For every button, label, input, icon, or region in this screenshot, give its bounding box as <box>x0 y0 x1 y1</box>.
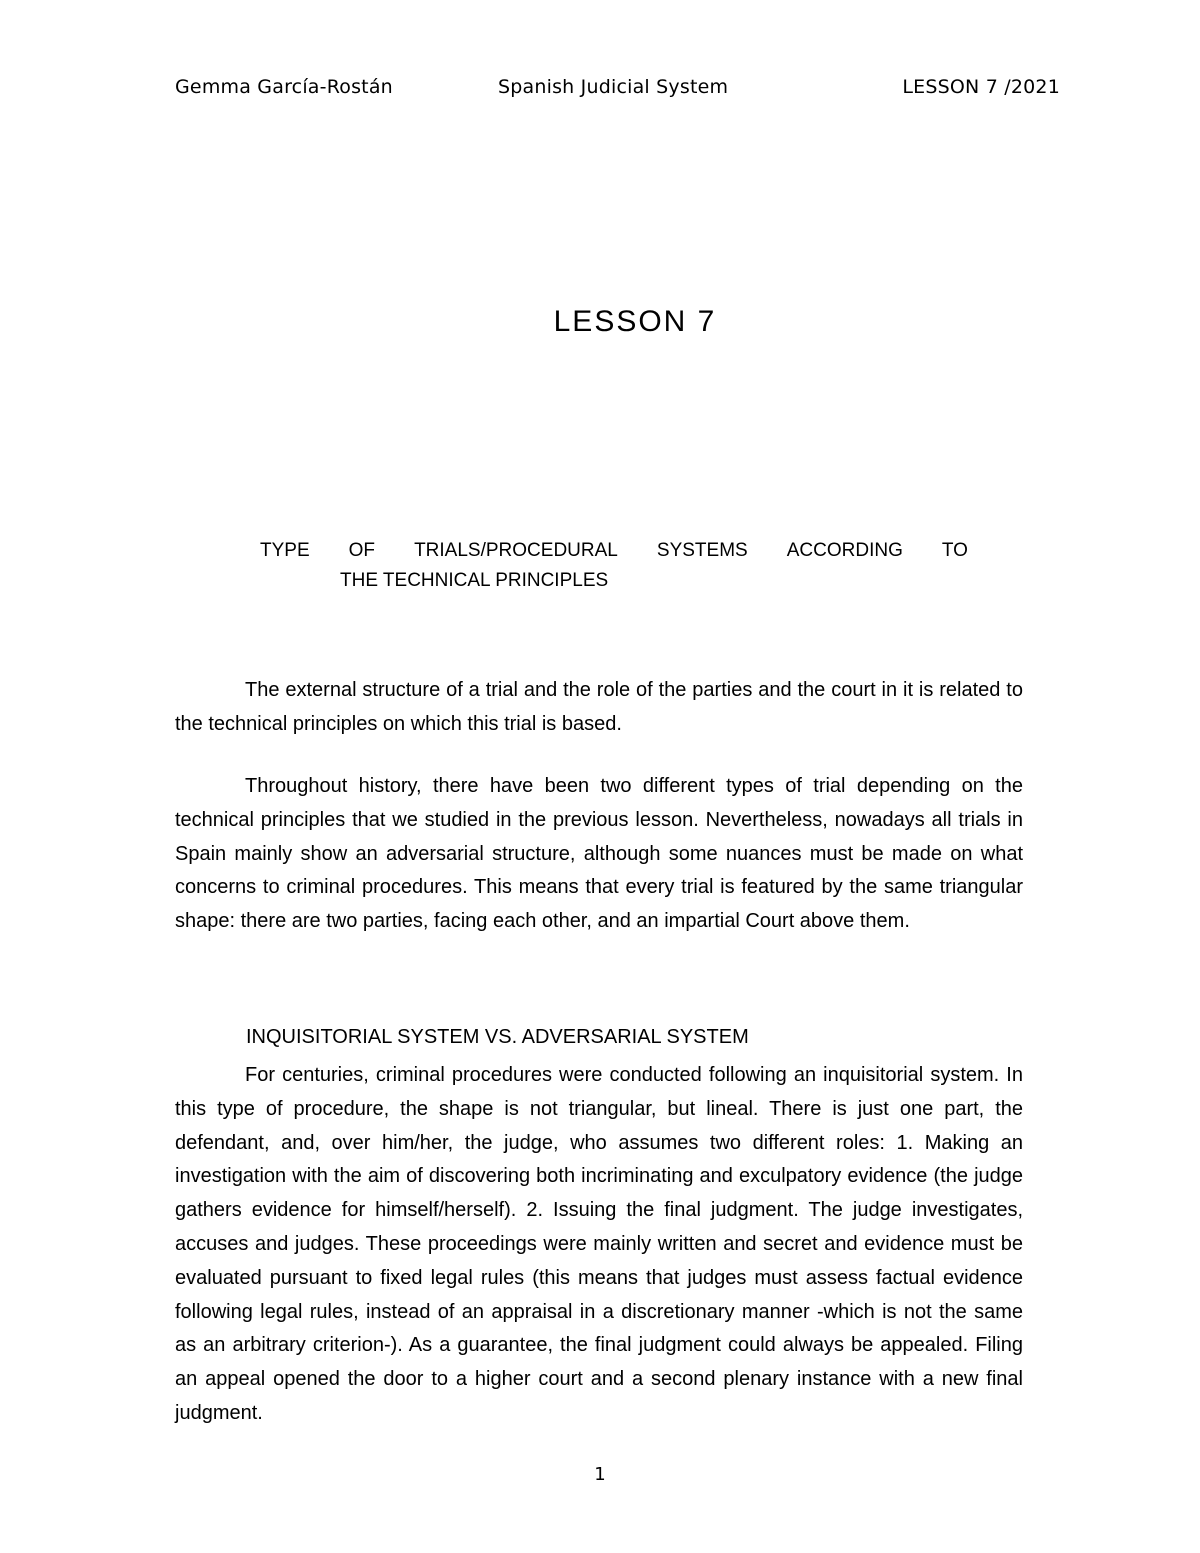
section-title-word: ACCORDING <box>786 540 903 561</box>
header-course: Spanish Judicial System <box>498 76 729 98</box>
section-title-line-2: THE TECHNICAL PRINCIPLES <box>340 570 609 591</box>
section-title-word: TRIALS/PROCEDURAL <box>414 540 618 561</box>
section-title-word: OF <box>348 540 376 561</box>
paragraph-history <box>175 770 1023 939</box>
section-title-word: TO <box>941 540 968 561</box>
section-title-word: TYPE <box>260 540 310 561</box>
paragraph-intro <box>175 674 1023 742</box>
subheading-inquisitorial-vs-adversarial: INQUISITORIAL SYSTEM VS. ADVERSARIAL SYSTEM <box>246 1026 749 1048</box>
paragraph-text: For centuries, criminal procedures were conducted following an inquisitorial system. In this type of procedure, the shape is not triangular, but lineal. There is just one part, the defendant, and, over him/her, the judge, who assumes two different roles: 1. Making an investigation with the aim of discovering both incriminating and exculpatory evidence (the judge gathers evidence for himself/herself). 2. Issuing the final judgment. The judge investigates, accuses and judges. These proceedings were mainly written and secret and evidence must be evaluated pursuant to fixed legal rules (this means that judges must assess factual evidence following legal rules, instead of an appraisal in a discretionary manner -which is not the same as an arbitrary criterion-). As a guarantee, the final judgment could always be appealed. Filing an appeal opened the door to a higher court and a second plenary instance with a new final judgment. <box>175 1064 1023 1424</box>
section-title-word: SYSTEMS <box>656 540 748 561</box>
paragraph-text: The external structure of a trial and the role of the parties and the court in it is related to the technical principles on which this trial is based. <box>175 679 1023 735</box>
header-lesson-ref: LESSON 7 /2021 <box>902 76 1060 98</box>
paragraph-text: Throughout history, there have been two different types of trial depending on the technical principles that we studied in the previous lesson. Nevertheless, nowadays all trials in Spain mainly show an adversarial structure, although some nuances must be made on what concerns to criminal procedures. This means that every trial is featured by the same triangular shape: there are two parties, facing each other, and an impartial Court above them. <box>175 775 1023 933</box>
paragraph-inquisitorial <box>175 1059 1023 1431</box>
section-title <box>260 536 968 596</box>
header-author: Gemma García-Rostán <box>175 76 393 98</box>
section-title-line-1 <box>260 536 968 566</box>
lesson-title: LESSON 7 <box>553 305 717 338</box>
page-number: 1 <box>594 1464 606 1485</box>
